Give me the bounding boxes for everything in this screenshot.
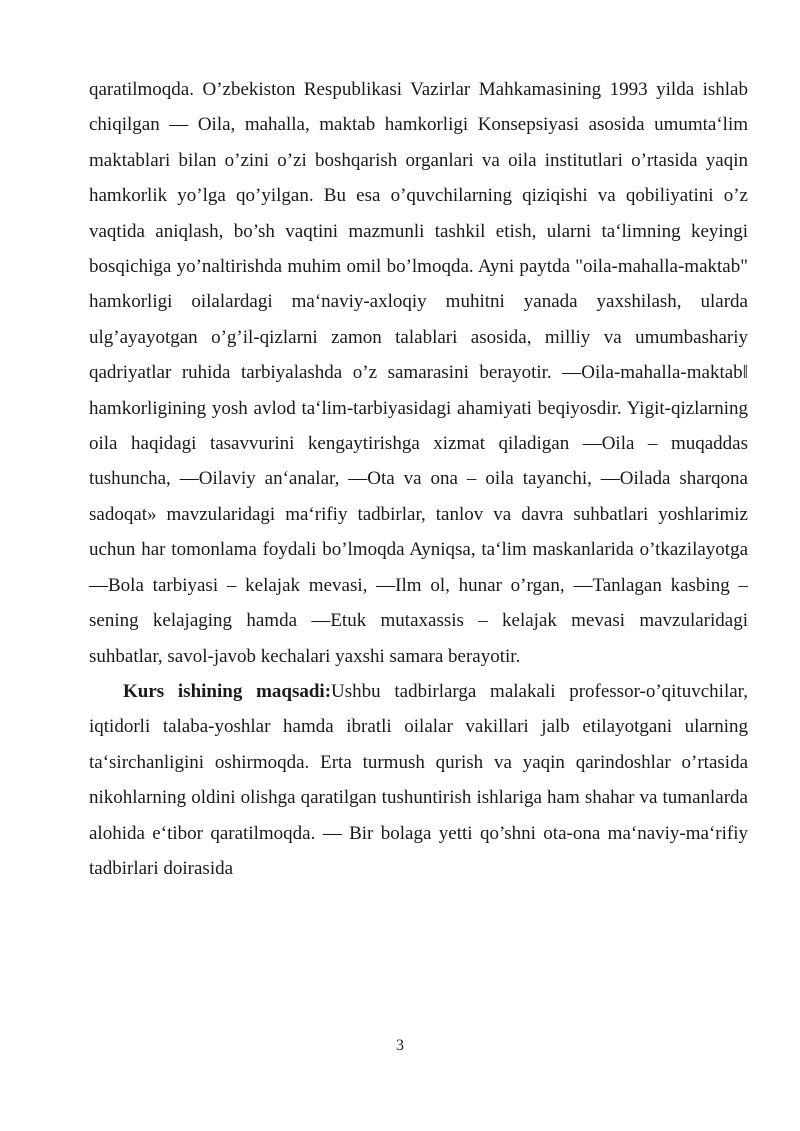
document-page <box>89 72 748 886</box>
paragraph-2-heading: Kurs ishining maqsadi: <box>123 680 332 702</box>
page-number: 3 <box>396 1037 404 1054</box>
paragraph-1-text: qaratilmoqda. O’zbekiston Respublikasi Vazirlar Mahkamasining 1993 yilda ishlab chiqilgan — Oila, mahalla, maktab hamkorligi Konsepsiyasi asosida umumta‘lim maktablari bilan o’zini o’zi boshqarish organlari va oila institutlari o’rtasida yaqin hamkorlik yo’lga qo’yilgan. Bu esa o’quvchilarning qiziqishi va qobiliyatini o’z vaqtida aniqlash, bo’sh vaqtini mazmunli tashkil etish, ularni ta‘limning keyingi bosqichiga yo’naltirishda muhim omil bo’lmoqda. Ayni paytda "oila-mahalla-maktab" hamkorligi oilalardagi ma‘naviy-axloqiy muhitni yanada yaxshilash, ularda ulg’ayayotgan o’g’il-qizlarni zamon talablari asosida, milliy va umumbashariy qadriyatlar ruhida tarbiyalashda o’z samarasini berayotir. —Oila-mahalla-maktab‖ hamkorligining yosh avlod ta‘lim-tarbiyasidagi ahamiyati beqiyosdir. Yigit-qizlarning oila haqidagi tasavvurini kengaytirishga xizmat qiladigan —Oila – muqaddas tushuncha, —Oilaviy an‘analar, —Ota va ona – oila tayanchi, —Oilada sharqona sadoqat» mavzularidagi ma‘rifiy tadbirlar, tanlov va davra suhbatlari yoshlarimiz uchun har tomonlama foydali bo’lmoqda Ayniqsa, ta‘lim maskanlarida o’tkazilayotga —Bola tarbiyasi – kelajak mevasi, —Ilm ol, hunar o’rgan, —Tanlagan kasbing – sening kelajaging hamda —Etuk mutaxassis – kelajak mevasi mavzularidagi suhbatlar, savol-javob kechalari yaxshi samara berayotir. <box>89 79 748 667</box>
paragraph-2-text: Ushbu tadbirlarga malakali professor-o’qituvchilar, iqtidorli talaba-yoshlar hamda ibratli oilalar vakillari jalb etilayotgani ularning ta‘sirchanligini oshirmoqda. Erta turmush qurish va yaqin qarindoshlar o’rtasida nikohlarning oldini olishga qaratilgan tushuntirish ishlariga ham shahar va tumanlarda alohida e‘tibor qaratilmoqda. — Bir bolaga yetti qo’shni ota-ona ma‘naviy-ma‘rifiy tadbirlari doirasida <box>89 680 748 879</box>
paragraph-1 <box>89 72 748 674</box>
paragraph-2 <box>89 674 748 886</box>
